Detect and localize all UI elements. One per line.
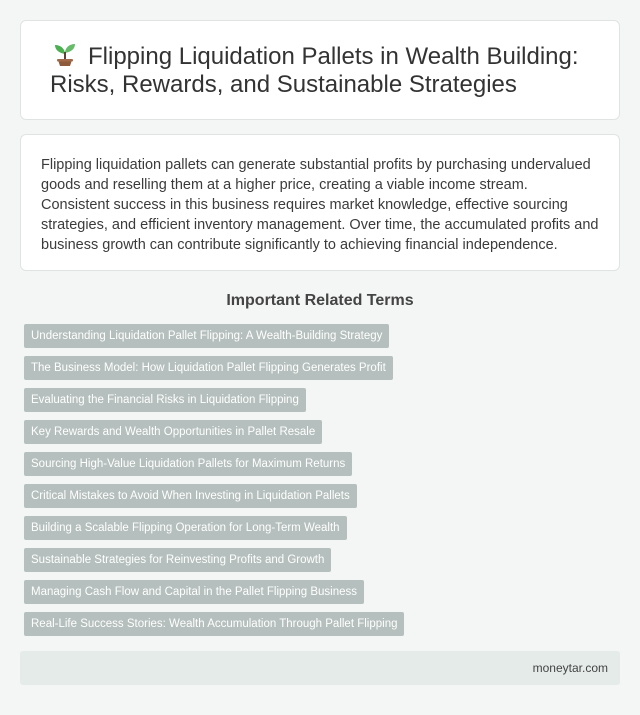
related-term-tag[interactable]: Critical Mistakes to Avoid When Investing in Liquidation Pallets	[24, 484, 357, 508]
sprout-icon	[50, 41, 80, 67]
intro-paragraph: Flipping liquidation pallets can generate substantial profits by purchasing undervalued goods and reselling them at a higher price, creating a viable income stream. Consistent success in this business requires market knowledge, effective sourcing strategies, and efficient inventory management. Over time, the accumulated profits and business growth can contribute significantly to achieving financial independence.	[41, 157, 599, 253]
related-terms-heading: Important Related Terms	[226, 292, 414, 309]
footer	[20, 651, 620, 685]
related-terms-list	[24, 324, 616, 644]
page-title	[50, 41, 590, 99]
page-title-text: Flipping Liquidation Pallets in Wealth Building: Risks, Rewards, and Sustainable Strategies	[50, 43, 579, 98]
related-term-tag[interactable]: Understanding Liquidation Pallet Flipping: A Wealth-Building Strategy	[24, 324, 389, 348]
related-term-tag[interactable]: Key Rewards and Wealth Opportunities in Pallet Resale	[24, 420, 322, 444]
title-card	[20, 20, 620, 120]
related-term-tag[interactable]: Sourcing High-Value Liquidation Pallets for Maximum Returns	[24, 452, 352, 476]
footer-site-link[interactable]: moneytar.com	[532, 661, 608, 675]
related-term-tag[interactable]: Sustainable Strategies for Reinvesting Profits and Growth	[24, 548, 331, 572]
related-term-tag[interactable]: Managing Cash Flow and Capital in the Pallet Flipping Business	[24, 580, 364, 604]
related-term-tag[interactable]: Evaluating the Financial Risks in Liquidation Flipping	[24, 388, 306, 412]
intro-card	[20, 134, 620, 271]
related-term-tag[interactable]: Real-Life Success Stories: Wealth Accumulation Through Pallet Flipping	[24, 612, 404, 636]
related-term-tag[interactable]: Building a Scalable Flipping Operation for Long-Term Wealth	[24, 516, 347, 540]
related-term-tag[interactable]: The Business Model: How Liquidation Pallet Flipping Generates Profit	[24, 356, 393, 380]
